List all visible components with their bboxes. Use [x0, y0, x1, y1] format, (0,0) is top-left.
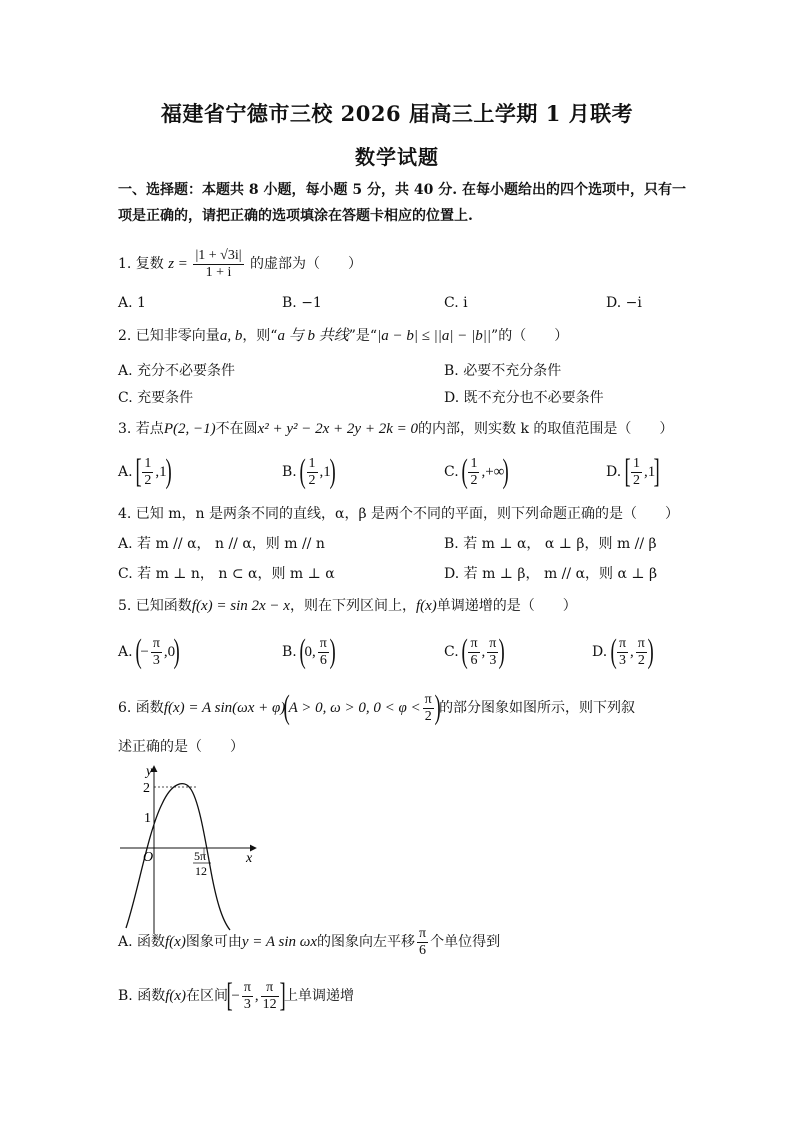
q5-c-d2: 3 — [489, 652, 497, 668]
q6-b-n2: π — [261, 980, 279, 997]
q6-a-den: 6 — [419, 942, 427, 958]
q5-a-frac — [151, 636, 162, 669]
q3-c-den: 2 — [470, 472, 478, 488]
q3-d-lbracket: [ — [624, 453, 631, 490]
q2-mid1: ，则“ — [242, 328, 278, 344]
q6-a-pre: A. 函数 — [118, 934, 166, 950]
q5-a-rparen: ) — [173, 633, 180, 670]
q2-prefix: 2. 已知非零向量 — [118, 328, 220, 344]
q5-b-lparen: ( — [299, 633, 306, 670]
q6-a-frac — [417, 926, 428, 959]
q4-option-d: D. 若 m ⊥ β， m // α，则 α ⊥ β — [444, 566, 658, 582]
q3-d-label: D. — [606, 464, 622, 480]
q6-b-pre: B. 函数 — [118, 988, 166, 1004]
q5-d-frac1 — [617, 636, 628, 669]
q5-a-label: A. — [118, 644, 133, 660]
y-tick-2: 2 — [143, 781, 150, 796]
q5-prefix: 5. 已知函数 — [118, 598, 192, 614]
q3-d-rest: ,1 — [643, 464, 656, 480]
q3-b-den: 2 — [308, 472, 316, 488]
q3-mid: 不在圆 — [215, 421, 258, 437]
question-2-stem — [118, 326, 568, 346]
q4-option-b: B. 若 m ⊥ α， α ⊥ β，则 m // β — [444, 536, 657, 552]
q3-c-label: C. — [444, 464, 459, 480]
question-3-stem — [118, 419, 673, 439]
q1-eq: = — [178, 256, 188, 272]
q6-b-mid: 在区间 — [186, 988, 229, 1004]
q3-circle: x² + y² − 2x + 2y + 2k = 0 — [257, 421, 418, 437]
q5-b-frac — [318, 636, 329, 669]
q3-c-lbracket: ( — [461, 453, 468, 490]
q5-b-num: π — [319, 635, 327, 651]
q6-a-suffix: 个单位得到 — [430, 934, 501, 950]
q1-var: z — [168, 256, 175, 272]
q5-b-label: B. — [282, 644, 297, 660]
q1-option-c: C. i — [444, 295, 468, 311]
q5-b-rparen: ) — [329, 633, 336, 670]
q3-c-frac — [468, 456, 479, 489]
sine-graph — [118, 762, 268, 942]
q3-c-num: 1 — [470, 455, 478, 471]
q5-b-pre: 0, — [304, 644, 316, 660]
zero-label-num: 5π — [194, 849, 207, 863]
q5-a-num: π — [152, 635, 160, 651]
q3-a-den: 2 — [144, 472, 152, 488]
q6-a-mid: 图象可由 — [185, 934, 242, 950]
q2-suffix: ”的（ ） — [491, 328, 569, 344]
q5-c-comma: , — [481, 644, 486, 660]
question-6-stem — [118, 688, 635, 728]
q1-option-a: A. 1 — [118, 295, 146, 311]
q5-c-label: C. — [444, 644, 459, 660]
q3-point: P(2, −1) — [163, 421, 216, 437]
q6-a-fx: f(x) — [165, 934, 186, 950]
q6-b-comma: , — [254, 988, 259, 1004]
q3-c-rest: ,+∞ — [481, 464, 505, 480]
q1-option-b: B. −1 — [282, 295, 322, 311]
q3-d-num: 1 — [632, 455, 640, 471]
q3-c-rbracket: ) — [502, 453, 510, 490]
x-axis-label: x — [246, 851, 253, 866]
q3-b-frac — [307, 456, 318, 489]
q2-option-b: B. 必要不充分条件 — [444, 363, 562, 379]
q5-suffix: 单调递增的是（ ） — [436, 598, 577, 614]
q6-cond-frac — [423, 692, 434, 725]
q3-suffix: 的内部，则实数 k 的取值范围是（ ） — [418, 421, 674, 437]
q5-func: f(x) = sin 2x − x — [191, 598, 290, 614]
section-instructions-line1: 一、选择题：本题共 8 小题，每小题 5 分，共 40 分. 在每小题给出的四个选项中，只有一 — [118, 182, 686, 198]
q3-prefix: 3. 若点 — [118, 421, 164, 437]
q2-cond2: |a − b| ≤ ||a| − |b|| — [377, 328, 492, 344]
q6-b-frac2 — [261, 980, 279, 1013]
q3-b-lbracket: ( — [299, 453, 306, 490]
q2-vectors: a, b — [219, 328, 243, 344]
q2-mid2: ”是“ — [348, 328, 378, 344]
sine-curve — [126, 784, 230, 930]
q3-d-rbracket: ] — [653, 453, 660, 490]
q5-c-rparen: ) — [498, 633, 506, 670]
q5-a-pre: − — [140, 644, 149, 660]
question-4-stem: 4. 已知 m，n 是两条不同的直线，α，β 是两个不同的平面，则下列命题正确的是（ ） — [118, 506, 679, 522]
q4-option-a: A. 若 m // α， n // α，则 m // n — [118, 536, 325, 552]
q5-mid: ，则在下列区间上， — [289, 598, 416, 614]
question-5-stem — [118, 596, 577, 616]
q3-a-frac — [142, 456, 153, 489]
y-tick-1: 1 — [144, 811, 151, 826]
q6-a-num: π — [419, 925, 427, 941]
q6-prefix: 6. 函数 — [118, 700, 164, 716]
q6-b-n1: π — [243, 979, 251, 995]
q3-option-c — [444, 452, 508, 492]
q5-d-frac2 — [636, 636, 647, 669]
q2-option-c: C. 充要条件 — [118, 390, 194, 406]
q5-b-den: 6 — [319, 652, 327, 668]
q6-b-minus: − — [231, 988, 240, 1004]
q1-fraction — [193, 248, 243, 281]
q5-c-n2: π — [489, 635, 497, 651]
q5-option-b — [282, 632, 334, 672]
question-1-stem — [118, 244, 362, 284]
q5-c-d1: 6 — [470, 652, 478, 668]
q6-b-rbracket: ] — [279, 977, 286, 1014]
exam-title: 福建省宁德市三校 2026 届高三上学期 1 月联考 — [160, 101, 634, 126]
q3-b-num: 1 — [308, 455, 316, 471]
q3-option-b — [282, 452, 334, 492]
q3-a-rbracket: ) — [165, 453, 172, 490]
q6-option-a — [118, 922, 500, 962]
q6-func: f(x) = A sin(ωx + φ) — [163, 700, 286, 716]
q3-b-label: B. — [282, 464, 297, 480]
y-axis-label: y — [146, 764, 153, 779]
q6-b-lbracket: [ — [226, 977, 233, 1014]
q5-d-lparen: ( — [610, 633, 617, 670]
q5-option-a — [118, 632, 178, 672]
q3-option-a — [118, 452, 170, 492]
q6-suffix: 的部分图象如图所示，则下列叙 — [439, 700, 636, 716]
q6-b-fx: f(x) — [165, 988, 187, 1004]
q3-a-num: 1 — [144, 455, 152, 471]
q5-a-rest: ,0 — [163, 644, 176, 660]
q5-a-den: 3 — [152, 652, 160, 668]
q5-d-n2: π — [637, 635, 645, 651]
q1-suffix: 的虚部为（ ） — [250, 256, 363, 272]
q5-c-lparen: ( — [461, 633, 468, 670]
q3-a-label: A. — [118, 464, 133, 480]
q2-option-d: D. 既不充分也不必要条件 — [444, 390, 604, 406]
q3-a-lbracket: [ — [135, 453, 142, 490]
q5-fx: f(x) — [415, 598, 437, 614]
q1-option-d: D. −i — [606, 295, 642, 311]
q5-d-rparen: ) — [647, 633, 654, 670]
q3-option-d — [606, 452, 659, 492]
q3-a-rest: ,1 — [155, 464, 167, 480]
section-instructions-line2: 项是正确的，请把正确的选项填涂在答题卡相应的位置上. — [118, 208, 473, 224]
q1-prefix: 1. 复数 — [118, 256, 164, 272]
q5-d-d2: 2 — [637, 652, 645, 668]
q3-d-frac — [631, 456, 642, 489]
q2-option-a: A. 充分不必要条件 — [118, 363, 236, 379]
q1-denominator: 1 + i — [205, 264, 232, 280]
q6-cond-num: π — [424, 691, 432, 707]
q2-cond1: a 与 b 共线 — [277, 328, 349, 344]
q5-c-frac2 — [487, 636, 498, 669]
origin-label: O — [143, 850, 154, 865]
q5-d-label: D. — [592, 644, 608, 660]
q6-b-d2: 12 — [262, 996, 277, 1012]
q6-b-suffix: 上单调递增 — [283, 988, 354, 1004]
q3-b-rest: ,1 — [319, 464, 331, 480]
q3-d-den: 2 — [632, 472, 640, 488]
q3-b-rbracket: ) — [329, 453, 336, 490]
q4-option-c: C. 若 m ⊥ n， n ⊂ α，则 m ⊥ α — [118, 566, 335, 582]
q6-a-expr: y = A sin ωx — [241, 934, 317, 950]
q1-numerator: |1 + √3i| — [195, 247, 242, 263]
q6-b-d1: 3 — [243, 996, 251, 1012]
zero-label-den: 12 — [195, 864, 207, 878]
q5-d-n1: π — [618, 635, 627, 651]
q5-d-comma: , — [630, 644, 634, 660]
q6-cond: A > 0, ω > 0, 0 < φ < — [288, 700, 421, 716]
q5-option-c — [444, 632, 504, 672]
q5-option-d — [592, 632, 652, 672]
q5-d-d1: 3 — [619, 652, 626, 668]
q6-lparen: ( — [283, 689, 291, 726]
q6-option-b — [118, 976, 354, 1016]
question-6-stem-line2: 述正确的是（ ） — [118, 739, 244, 755]
q6-a-mid2: 的图象向左平移 — [317, 934, 415, 950]
q6-rparen: ) — [434, 689, 441, 726]
q5-c-n1: π — [470, 635, 478, 651]
q6-b-frac1 — [242, 980, 253, 1013]
exam-subtitle: 数学试题 — [355, 145, 439, 169]
q5-a-lparen: ( — [135, 633, 142, 670]
q6-cond-den: 2 — [424, 708, 432, 724]
q5-c-frac1 — [468, 636, 479, 669]
